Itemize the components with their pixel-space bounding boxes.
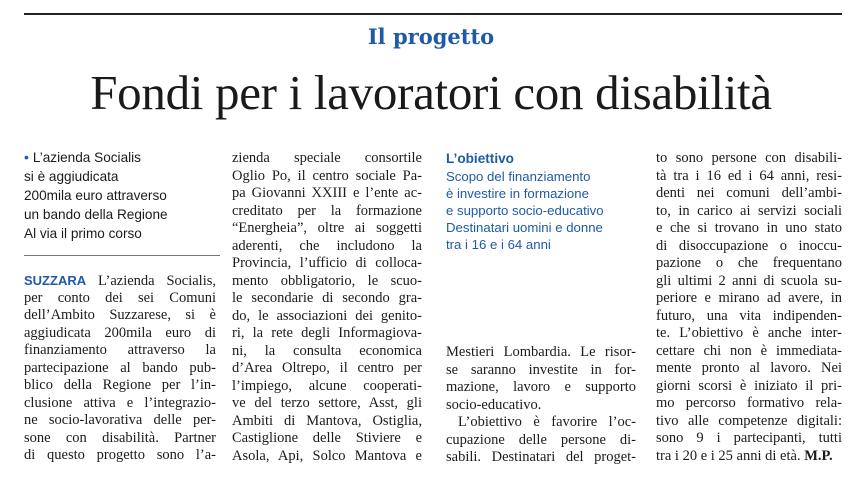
text-line: di disoccupazione o inoccu-	[656, 237, 842, 254]
text-line: ri, la rete degli Informagiova-	[232, 325, 422, 341]
text-line: pa Giovanni XXIII e l’ente ac-	[232, 185, 422, 201]
callout-line: Scopo del finanziamento	[446, 169, 591, 184]
text-line: denti nei comuni dell’ambi-	[656, 185, 842, 201]
text-line: aggiudicata 200mila euro di	[24, 324, 216, 341]
text-line: le secondarie di secondo gra-	[232, 290, 422, 306]
section-kicker: Il progetto	[367, 24, 495, 49]
text-line: ni, la consulta economica	[232, 342, 422, 359]
text-line: se saranno investite in for-	[446, 361, 636, 378]
bullet-icon: •	[24, 149, 29, 165]
article-column-2	[232, 150, 422, 465]
text-line: cupazione delle persone di-	[446, 431, 636, 448]
top-rule	[24, 13, 842, 15]
headline: Fondi per i lavoratori con disabilità	[90, 65, 772, 120]
text-line: d’Area Oltrepo, il centro per	[232, 360, 422, 376]
text-line	[656, 448, 842, 466]
text-line: ne socio-lavorativa delle per-	[24, 412, 216, 428]
text-line: do, le associazioni dei genito-	[232, 307, 422, 324]
text-line: te. L’obiettivo è anche inter-	[656, 325, 842, 341]
text-line: mo percorso formativo rela-	[656, 395, 842, 411]
text-line: Mestieri Lombardia. Le risor-	[446, 344, 636, 360]
text-line: socio-educativo.	[446, 396, 542, 413]
text-line	[24, 272, 216, 290]
text-line: ve del terzo settore, Asst, gli	[232, 395, 422, 411]
text-line: mazione, lavoro e supporto	[446, 379, 636, 395]
text-line: gli ultimi 2 anni di scuola su-	[656, 272, 842, 289]
callout-title: L’obiettivo	[446, 151, 514, 166]
callout-line: Destinatari uomini e donne	[446, 220, 603, 235]
text-line: per conto dei sei Comuni	[24, 289, 216, 306]
text-line: mente pronto al lavoro. Nei	[656, 360, 842, 376]
callout-line: e supporto socio-educativo	[446, 203, 604, 218]
text-line: finanziamento attraverso la	[24, 342, 216, 358]
author-signature: M.P.	[804, 447, 833, 464]
text-line: sone con disabilità. Partner	[24, 429, 216, 446]
text-line: Castiglione delle Stiviere e	[232, 430, 422, 446]
text-line: creditato per la formazione	[232, 202, 422, 219]
summary-box	[24, 148, 224, 243]
text-line: dell’Ambito Suzzarese, si è	[24, 307, 216, 323]
text-fragment: L’azienda Socialis,	[97, 273, 216, 289]
summary-line: si è aggiudicata	[24, 169, 119, 184]
text-line: “Energheia”, oltre ai soggetti	[232, 220, 422, 236]
text-line: tà tra i 16 ed i 64 anni, resi-	[656, 167, 842, 184]
text-line: di questo progetto sono l’a-	[24, 447, 216, 463]
objective-callout	[446, 150, 638, 253]
text-line: aderenti, che includono la	[232, 237, 422, 254]
text-line: mento obbligatorio, le scuo-	[232, 272, 422, 289]
text-line: Asola, Api, Solco Mantova e	[232, 447, 422, 464]
summary-line: 200mila euro attraverso	[24, 188, 167, 203]
text-line: l’impiego, alcune cooperati-	[232, 377, 422, 394]
summary-rule	[24, 255, 220, 256]
text-line: clusione attiva e l’integrazio-	[24, 394, 216, 411]
article-column-3	[446, 344, 636, 467]
text-line: to, in carico ai servizi sociali	[656, 202, 842, 219]
dateline: SUZZARA	[24, 273, 87, 288]
text-line: zienda speciale consortile	[232, 150, 422, 166]
text-line: blico della Regione per l’in-	[24, 377, 216, 393]
summary-line: Al via il primo corso	[24, 226, 142, 241]
text-line: giorni scorsi è iniziato il pri-	[656, 377, 842, 394]
article-column-1	[24, 272, 216, 465]
text-line: Provincia, l’ufficio di colloca-	[232, 255, 422, 271]
text-line: sabili. Destinatari del proget-	[446, 449, 636, 465]
text-line: periore e mirano ad avere, in	[656, 290, 842, 306]
text-line: sono 9 i partecipanti, tutti	[656, 430, 842, 446]
callout-line: tra i 16 e i 64 anni	[446, 237, 551, 252]
summary-line	[24, 148, 224, 167]
text-fragment: tra i 20 e i 25 anni di età.	[656, 447, 801, 464]
text-line: futuro, una vita indipenden-	[656, 307, 842, 324]
text-line: pazione o che frequentano	[656, 255, 842, 271]
text-line: Oglio Po, il centro sociale Pa-	[232, 167, 422, 184]
summary-text: L’azienda Socialis	[32, 150, 141, 165]
callout-line: è investire in formazione	[446, 186, 589, 201]
text-line: to sono persone con disabili-	[656, 150, 842, 166]
text-line: Ambiti di Mantova, Ostiglia,	[232, 412, 422, 429]
text-line: tivo alle competenze digitali:	[656, 412, 842, 429]
article-column-4	[656, 150, 842, 465]
text-line: L’obiettivo è favorire l’oc-	[458, 414, 636, 430]
text-line: partecipazione al bando pub-	[24, 359, 216, 376]
text-line: cettare chi non è immediata-	[656, 342, 842, 359]
summary-line: un bando della Regione	[24, 207, 168, 222]
text-line: e che si trovano in uno stato	[656, 220, 842, 236]
